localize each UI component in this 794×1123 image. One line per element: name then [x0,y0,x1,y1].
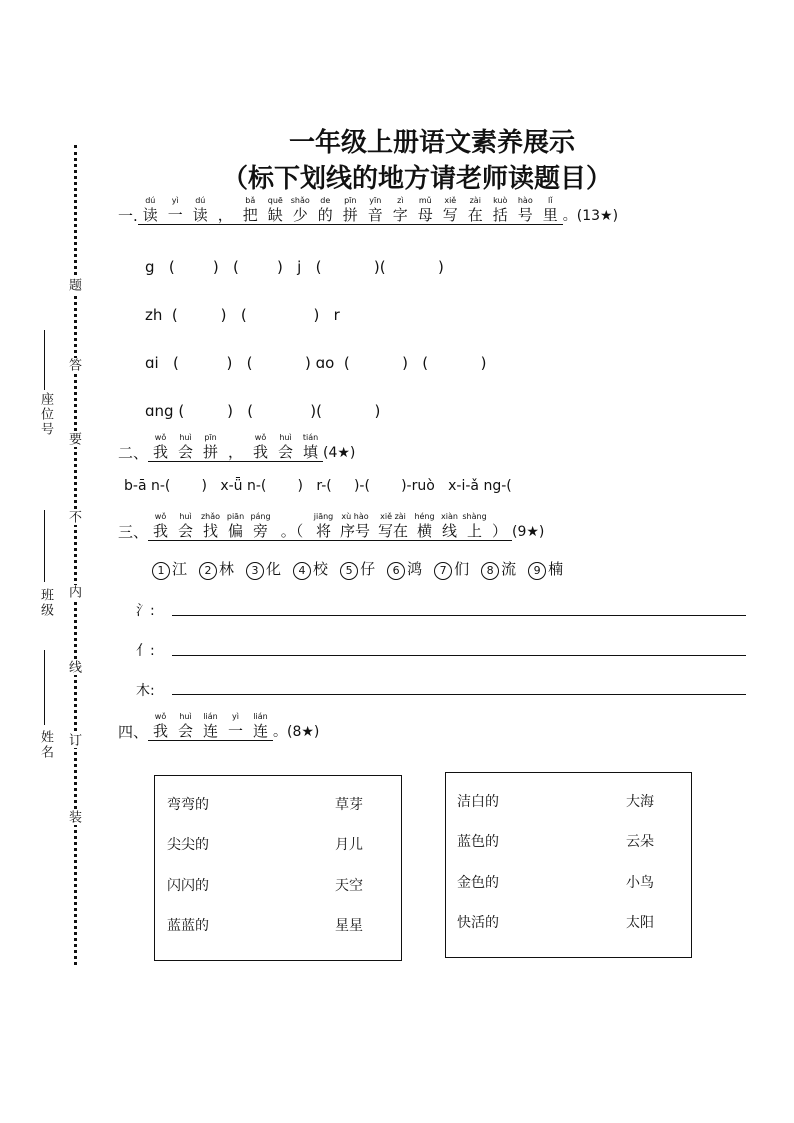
q3-item [434,558,469,580]
q1-char [263,196,288,224]
q3-pinyin: shàng [462,512,487,521]
q3-hanzi: 线 [442,522,458,540]
q3-pinyin: xiě zài [380,512,406,521]
q1-heading [118,196,618,225]
q3-item-hanzi: 江 [172,560,188,578]
q2-hanzi: 我 [153,443,169,461]
q3-pinyin: xiàn [441,512,458,521]
q3-char [198,512,223,540]
q3-item [152,558,187,580]
q2-char [148,433,173,461]
q1-hanzi: 音 [367,206,383,224]
q1-hanzi: 少 [292,206,308,224]
q4-hanzi: 会 [178,722,194,740]
q2-char [173,433,198,461]
box1-left-2[interactable]: 尖尖的 [167,837,209,853]
q1-hanzi: 读 [142,206,158,224]
q3-item [340,558,375,580]
q4-hanzi: 连 [253,722,269,740]
q2-char [198,433,223,461]
q1-char [538,196,563,224]
q1-char [138,196,163,224]
q1-pinyin: lǐ [548,196,553,205]
q3-item [528,558,563,580]
q2-pinyin: huì [179,433,192,442]
q3-item [481,558,516,580]
notice-char-3: 要 [66,432,81,447]
q4-pinyin: yì [232,712,239,721]
q3-item-number: 9 [528,562,546,580]
box2-left-1[interactable]: 洁白的 [457,794,499,810]
box1-left-1[interactable]: 弯弯的 [167,797,209,813]
box1-left-3[interactable]: 闪闪的 [167,878,209,894]
q3-heading [118,512,544,541]
box1-right-3[interactable]: 天空 [335,878,363,894]
q3-character-list [152,558,563,580]
notice-char-2: 答 [66,358,81,373]
q3-item-hanzi: 们 [454,560,470,578]
notice-char-8: 装 [66,810,81,825]
q1-pinyin: hào [517,196,533,205]
q1-char [238,196,263,224]
q4-pinyin: huì [179,712,192,721]
q3-item-number: 4 [293,562,311,580]
q3-radical-person: 亻: [136,643,155,659]
q3-hanzi: 横 [417,522,433,540]
q3-item-number: 8 [481,562,499,580]
q1-row-ang: ɑng ( ) ( )( ) [145,402,381,420]
q1-pinyin: dú [145,196,156,205]
q1-instruction [138,196,563,225]
q4-hanzi: 我 [153,722,169,740]
q1-hanzi: 写 [442,206,458,224]
q1-char [463,196,488,224]
box1-right-1[interactable]: 草芽 [335,797,363,813]
q2-hanzi: 拼 [203,443,219,461]
q1-char [313,196,338,224]
notice-char-5: 内 [66,585,81,600]
page-title: 一年级上册语文素养展示 [288,128,575,158]
q2-hanzi: 会 [278,443,294,461]
q1-row-g: g ( ) ( ) j ( )( ) [145,258,444,276]
q3-item [293,558,328,580]
q1-hanzi: 读 [192,206,208,224]
notice-char-7: 订 [66,733,81,748]
notice-char-4: 不 [66,510,81,525]
q1-hanzi: 缺 [267,206,283,224]
q1-hanzi: 字 [392,206,408,224]
seat-number-blank [44,330,45,390]
q1-char [338,196,363,224]
q3-number: 三、 [118,523,149,541]
q3-hanzi: 写在 [378,522,409,540]
q1-char [413,196,438,224]
q4-char [223,712,248,740]
q1-pinyin: quē [267,196,283,205]
q3-pinyin: huì [179,512,192,521]
q1-hanzi: 一 [167,206,183,224]
q2-char [273,433,298,461]
q1-char [438,196,463,224]
q4-heading [118,712,319,741]
q1-hanzi: 括 [492,206,508,224]
q3-char [437,512,462,540]
notice-char-1: 题 [66,278,81,293]
q1-pinyin: kuò [493,196,508,205]
q3-char [462,512,487,540]
q3-char [487,512,512,540]
class-label: 班级 [38,588,53,618]
q1-pinyin: pīn [344,196,357,205]
class-blank [44,510,45,582]
q1-score: 。(13★) [562,208,619,224]
q3-pinyin: héng [414,512,435,521]
q2-pinyin: tián [302,433,319,442]
box2-right-4[interactable]: 太阳 [626,915,654,931]
q1-pinyin: bǎ [245,196,256,205]
page-subtitle: （标下划线的地方请老师读题目） [221,164,612,194]
q3-hanzi: 上 [467,522,483,540]
q4-instruction [148,712,273,741]
q3-radical-wood: 木: [136,683,155,699]
q1-pinyin: shǎo [290,196,310,205]
q3-char [148,512,173,540]
q1-pinyin: mǔ [418,196,432,205]
box1-right-2[interactable]: 月儿 [335,837,363,853]
q3-hanzi: ） [492,522,508,540]
q1-char [388,196,413,224]
q1-pinyin: yì [171,196,179,205]
q1-pinyin: de [320,196,331,205]
q2-pinyin: wǒ [154,433,167,442]
q1-hanzi: ， [217,206,233,224]
q3-item-number: 5 [340,562,358,580]
q3-pinyin: xù hào [341,512,369,521]
q1-hanzi: 里 [542,206,558,224]
q1-char [488,196,513,224]
q3-answer-line-person[interactable] [172,655,746,656]
q1-pinyin: dú [195,196,206,205]
q4-score: 。(8★) [273,724,320,740]
q1-pinyin: zì [397,196,404,205]
q4-pinyin: lián [203,712,218,721]
q3-char [336,512,374,540]
q2-heading [118,433,355,462]
q3-pinyin: jiāng [313,512,334,521]
q4-box-1 [154,775,402,961]
q3-char [311,512,336,540]
q1-number: 一. [118,207,138,225]
q3-item-hanzi: 鸿 [407,560,423,578]
q4-char [173,712,198,740]
q3-item [199,558,234,580]
q2-instruction [148,433,323,462]
q3-answer-line-wood[interactable] [172,694,746,695]
q2-number: 二、 [118,444,149,462]
q2-char [248,433,273,461]
q4-pinyin: wǒ [154,712,167,721]
q1-hanzi: 把 [242,206,258,224]
q2-hanzi: 我 [253,443,269,461]
q1-hanzi: 号 [517,206,533,224]
q3-item-hanzi: 林 [219,560,235,578]
q3-pinyin: piān [226,512,245,521]
box2-left-4[interactable]: 快活的 [457,915,499,931]
box2-right-1[interactable]: 大海 [626,794,654,810]
q3-char [412,512,437,540]
q4-char [248,712,273,740]
q1-hanzi: 的 [317,206,333,224]
q2-char [298,433,323,461]
q3-char [223,512,248,540]
seat-number-label: 座位号 [38,392,53,437]
q3-item [246,558,281,580]
q4-char [198,712,223,740]
q3-item [387,558,422,580]
q1-char [188,196,213,224]
q3-instruction [148,512,512,541]
q3-item-number: 7 [434,562,452,580]
q3-item-number: 1 [152,562,170,580]
binding-dotted-line [74,145,77,965]
q3-item-hanzi: 校 [313,560,329,578]
q1-char [288,196,313,224]
q3-hanzi: 将 [316,522,332,540]
q3-pinyin: wǒ [154,512,167,521]
q1-hanzi: 母 [417,206,433,224]
q2-pinyin: huì [279,433,292,442]
q3-hanzi: 找 [203,522,219,540]
q1-pinyin: zài [469,196,481,205]
q2-hanzi: 填 [303,443,319,461]
q1-pinyin: yīn [369,196,382,205]
q3-score: (9★) [512,524,545,540]
q4-number: 四、 [118,723,149,741]
q1-row-ai: ɑi ( ) ( ) ɑo ( ) ( ) [145,354,487,372]
q3-pinyin: zhǎo [200,512,221,521]
q4-box-2 [445,772,692,958]
q2-score: (4★) [323,445,356,461]
q3-item-number: 6 [387,562,405,580]
name-label: 姓名 [38,730,53,760]
q3-hanzi: 。（ [280,522,304,540]
q1-hanzi: 拼 [342,206,358,224]
q1-row-zh: zh ( ) ( ) r [145,306,340,324]
box2-right-2[interactable]: 云朵 [626,834,654,850]
q3-char [273,512,311,540]
q1-hanzi: 在 [467,206,483,224]
q3-item-hanzi: 流 [501,560,517,578]
q3-radical-water: 氵: [136,603,155,619]
q3-item-hanzi: 化 [266,560,282,578]
q4-char [148,712,173,740]
q3-char [248,512,273,540]
q1-char [363,196,388,224]
box1-right-4[interactable]: 星星 [335,918,363,934]
name-blank [44,650,45,725]
q2-row: b-ā n-( ) x-ǖ n-( ) r-( )-( )-ruò x-i-ǎ ng-( [124,478,512,494]
q3-char [173,512,198,540]
q1-char [163,196,188,224]
q3-hanzi: 序号 [340,522,371,540]
q1-char [213,196,238,224]
q2-hanzi: 会 [178,443,194,461]
q3-hanzi: 偏 [228,522,244,540]
q3-hanzi: 旁 [253,522,269,540]
q3-answer-line-water[interactable] [172,615,746,616]
q2-pinyin: pīn [204,433,217,442]
q2-hanzi: ， [228,443,244,461]
box1-left-4[interactable]: 蓝蓝的 [167,918,209,934]
q3-hanzi: 我 [153,522,169,540]
q4-pinyin: lián [253,712,268,721]
box2-left-3[interactable]: 金色的 [457,875,499,891]
q3-char [374,512,412,540]
q3-item-hanzi: 仔 [360,560,376,578]
box2-right-3[interactable]: 小鸟 [626,875,654,891]
notice-char-6: 线 [66,660,81,675]
q2-pinyin: wǒ [254,433,267,442]
q3-pinyin: páng [250,512,271,521]
box2-left-2[interactable]: 蓝色的 [457,834,499,850]
q3-item-number: 2 [199,562,217,580]
q1-pinyin: xiě [444,196,457,205]
q4-hanzi: 连 [203,722,219,740]
q4-hanzi: 一 [228,722,244,740]
q3-item-hanzi: 楠 [548,560,564,578]
q1-char [513,196,538,224]
q2-char [223,433,248,461]
q3-hanzi: 会 [178,522,194,540]
q3-item-number: 3 [246,562,264,580]
